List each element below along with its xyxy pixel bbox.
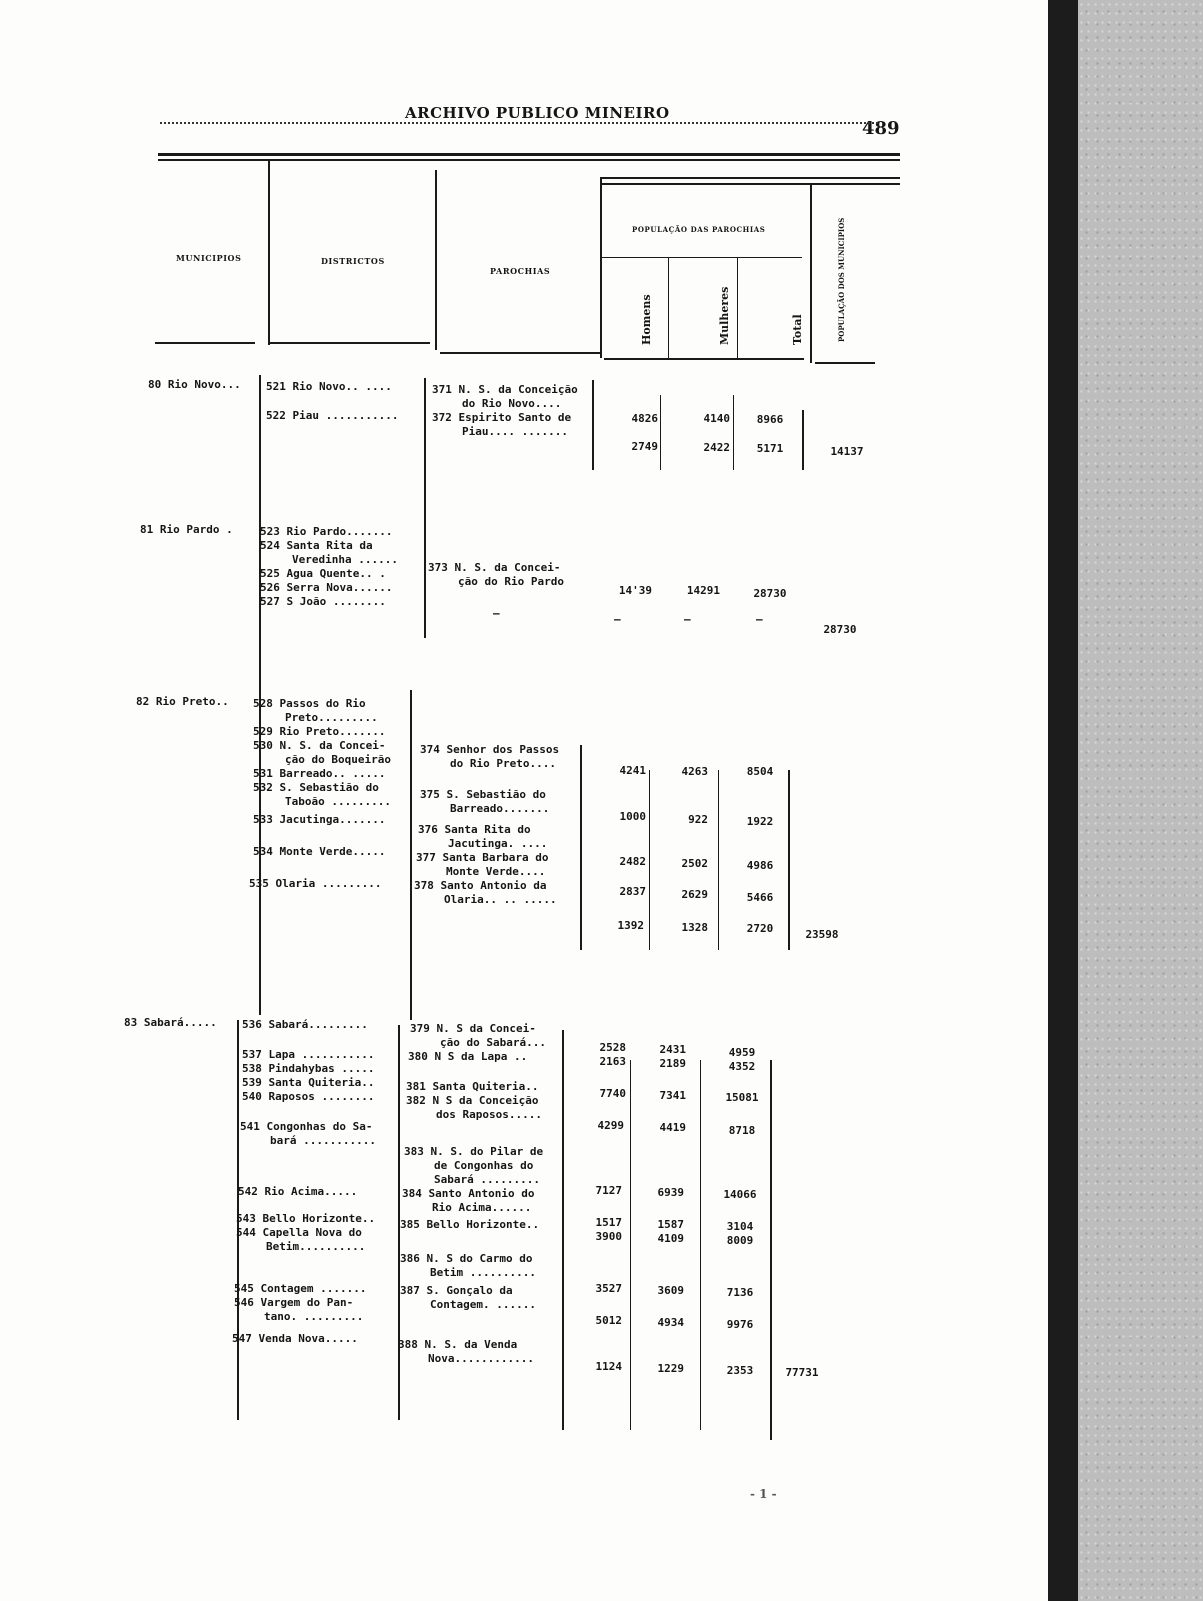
background-texture: [1078, 0, 1203, 1601]
municipio-population: 14137: [830, 445, 864, 458]
col-header-districtos: DISTRICTOS: [321, 256, 385, 266]
col-rule-5-body-a: [733, 395, 734, 470]
col-rule-4-header: [668, 258, 669, 358]
total-value: 4986: [746, 859, 774, 872]
header-underline-parochias: [440, 352, 600, 354]
parish-line: 372 Espirito Santo de: [432, 411, 572, 424]
total-value: 14066: [723, 1188, 757, 1201]
municipio-population: 23598: [805, 928, 839, 941]
homens-value: 4241: [619, 764, 646, 777]
col-rule-6-body-c: [770, 1060, 772, 1440]
mulheres-value: 4419: [659, 1121, 686, 1134]
parish-line: 386 N. S do Carmo do: [400, 1252, 533, 1265]
col-header-parochias: PAROCHIAS: [490, 266, 551, 276]
parish-line: Betim ..........: [430, 1266, 536, 1279]
total-value: 9976: [726, 1318, 754, 1331]
district-line: 540 Raposos ........: [242, 1090, 375, 1103]
homens-value: 14'39: [618, 584, 652, 597]
district-line: 524 Santa Rita da: [260, 539, 373, 552]
mulheres-value: 4109: [657, 1232, 684, 1245]
parish-line: 385 Bello Horizonte..: [400, 1218, 540, 1231]
district-line: 526 Serra Nova......: [260, 581, 393, 594]
col-rule-1-body-a: [259, 375, 261, 1015]
district-line: ção do Boqueirão: [285, 753, 391, 766]
page-header-title: ARCHIVO PUBLICO MINEIRO: [405, 104, 670, 122]
district-line: 545 Contagem .......: [234, 1282, 367, 1295]
total-value: 5171: [756, 442, 784, 455]
district-line: 530 N. S. da Concei-: [253, 739, 386, 752]
district-line: 544 Capella Nova do: [236, 1226, 362, 1239]
mulheres-value: 1229: [657, 1362, 684, 1375]
parish-line: Barreado.......: [450, 802, 550, 815]
parish-line: 375 S. Sebastião do: [420, 788, 546, 801]
mulheres-value: 7341: [659, 1089, 686, 1102]
mulheres-value: 2422: [703, 441, 730, 454]
district-line: Preto.........: [285, 711, 378, 724]
parish-line: 377 Santa Barbara do: [416, 851, 549, 864]
table-top-rule: [158, 153, 900, 156]
total-value: 3104: [726, 1220, 754, 1233]
district-line: 539 Santa Quiteria..: [242, 1076, 375, 1089]
district-line: 536 Sabará.........: [242, 1018, 368, 1031]
col-rule-1-header: [268, 160, 270, 345]
parish-line: Olaria.. .. .....: [444, 893, 557, 906]
district-line: Betim..........: [266, 1240, 366, 1253]
municipio-81-name: 81 Rio Pardo .: [140, 523, 233, 536]
col-header-municipios: MUNICIPIOS: [176, 253, 242, 263]
mulheres-value: 2189: [659, 1057, 686, 1070]
parish-line: Nova............: [428, 1352, 534, 1365]
parish-line: Piau.... .......: [462, 425, 568, 438]
col-rule-4-body-a: [660, 395, 661, 470]
parish-line: Monte Verde....: [446, 865, 546, 878]
homens-value: 7127: [595, 1184, 622, 1197]
district-line: 521 Rio Novo.. ....: [266, 380, 392, 393]
col-rule-3-header: [600, 178, 602, 358]
page-edge: [1048, 0, 1078, 1601]
parish-line: de Congonhas do: [434, 1159, 534, 1172]
total-value: 7136: [726, 1286, 754, 1299]
total-value: 2353: [726, 1364, 754, 1377]
homens-value: 2749: [631, 440, 658, 453]
total-value: 4959: [728, 1046, 756, 1059]
col-rule-6-body-a: [802, 410, 804, 470]
parish-line: 374 Senhor dos Passos: [420, 743, 560, 756]
col-header-mulheres: Mulheres: [718, 286, 731, 345]
district-line: 529 Rio Preto.......: [253, 725, 386, 738]
parish-line: ção do Sabará...: [440, 1036, 546, 1049]
mulheres-value: 2431: [659, 1043, 686, 1056]
district-line: 522 Piau ...........: [266, 409, 399, 422]
parish-line: Contagem. ......: [430, 1298, 536, 1311]
col-rule-5-body-c: [700, 1060, 701, 1430]
district-line: 534 Monte Verde.....: [253, 845, 386, 858]
district-line: 538 Pindahybas .....: [242, 1062, 375, 1075]
parish-line: 378 Santo Antonio da: [414, 879, 547, 892]
parish-line: 388 N. S. da Venda: [398, 1338, 518, 1351]
total-value: 15081: [725, 1091, 759, 1104]
col-rule-2-body-b: [410, 690, 412, 1020]
mulheres-value: 6939: [657, 1186, 684, 1199]
mulheres-value: 4934: [657, 1316, 684, 1329]
mulheres-dash: —: [684, 613, 691, 626]
district-line: 547 Venda Nova.....: [232, 1332, 358, 1345]
mulheres-value: 922: [688, 813, 708, 826]
header-rule: [160, 122, 878, 124]
parish-line: 380 N S da Lapa ..: [408, 1050, 528, 1063]
mulheres-value: 3609: [657, 1284, 684, 1297]
total-dash: —: [756, 613, 763, 626]
homens-value: 1124: [595, 1360, 622, 1373]
district-line: 537 Lapa ...........: [242, 1048, 375, 1061]
parish-line: Rio Acima......: [432, 1201, 532, 1214]
total-value: 8718: [728, 1124, 756, 1137]
parish-line: ção do Rio Pardo: [458, 575, 564, 588]
header-underline-districtos: [270, 342, 430, 344]
col-header-populacao: POPULAÇÃO DAS PAROCHIAS: [632, 225, 766, 234]
district-line: 541 Congonhas do Sa-: [240, 1120, 373, 1133]
col-rule-3-body-a: [592, 380, 594, 470]
table-top-rule-right: [600, 177, 900, 179]
municipio-population: 77731: [785, 1366, 819, 1379]
district-line: tano. .........: [264, 1310, 364, 1323]
parish-line: do Rio Preto....: [450, 757, 556, 770]
total-value: 8504: [746, 765, 774, 778]
col-header-populacao-municipios: POPULAÇÃO DOS MUNICIPIOS: [837, 217, 846, 342]
district-line: 531 Barreado.. .....: [253, 767, 386, 780]
homens-value: 4299: [597, 1119, 624, 1132]
parish-line: dos Raposos.....: [436, 1108, 542, 1121]
homens-value: 1392: [617, 919, 644, 932]
col-rule-2-body-a: [424, 378, 426, 638]
district-line: 532 S. Sebastião do: [253, 781, 379, 794]
parish-line: Sabará .........: [434, 1173, 540, 1186]
col-rule-5-header: [737, 258, 738, 358]
homens-value: 4826: [631, 412, 658, 425]
total-value: 2720: [746, 922, 774, 935]
parish-line: 387 S. Gonçalo da: [400, 1284, 513, 1297]
parish-line: 383 N. S. do Pilar de: [404, 1145, 544, 1158]
parish-line: 371 N. S. da Conceição: [432, 383, 578, 396]
parish-line: 379 N. S da Concei-: [410, 1022, 536, 1035]
footer-mark: - 1 -: [750, 1487, 777, 1501]
parish-line: 381 Santa Quiteria..: [406, 1080, 539, 1093]
district-line: bará ...........: [270, 1134, 376, 1147]
municipio-population: 28730: [823, 623, 857, 636]
district-line: 528 Passos do Rio: [253, 697, 366, 710]
mulheres-value: 4263: [681, 765, 708, 778]
table-top-rule-right-2: [600, 183, 900, 185]
homens-value: 3527: [595, 1282, 622, 1295]
parish-line: 376 Santa Rita do: [418, 823, 531, 836]
homens-value: 2163: [599, 1055, 626, 1068]
district-line: 525 Agua Quente.. .: [260, 567, 386, 580]
header-underline-popmun: [815, 362, 875, 364]
parish-line: 382 N S da Conceição: [406, 1094, 539, 1107]
homens-value: 3900: [595, 1230, 622, 1243]
col-rule-3-body-c: [562, 1030, 564, 1430]
parish-dash: —: [493, 607, 500, 620]
total-value: 8009: [726, 1234, 754, 1247]
parish-line: do Rio Novo....: [462, 397, 562, 410]
homens-value: 5012: [595, 1314, 622, 1327]
homens-value: 7740: [599, 1087, 626, 1100]
parish-line: 384 Santo Antonio do: [402, 1187, 535, 1200]
municipio-82-name: 82 Rio Preto..: [136, 695, 229, 708]
header-underline-counts: [604, 358, 804, 360]
homens-dash: —: [614, 613, 621, 626]
municipio-80-name: 80 Rio Novo...: [148, 378, 241, 391]
parish-line: Jacutinga. ....: [448, 837, 548, 850]
total-value: 8966: [756, 413, 784, 426]
total-value: 1922: [746, 815, 774, 828]
col-header-total: Total: [791, 314, 804, 345]
district-line: 546 Vargem do Pan-: [234, 1296, 354, 1309]
district-line: 523 Rio Pardo.......: [260, 525, 393, 538]
district-line: Veredinha ......: [292, 553, 398, 566]
col-rule-4-body-b: [649, 770, 650, 950]
mulheres-value: 1328: [681, 921, 708, 934]
district-line: 535 Olaria .........: [249, 877, 382, 890]
col-rule-2-header: [435, 170, 437, 350]
col-rule-3-body-b: [580, 745, 582, 950]
district-line: 533 Jacutinga.......: [253, 813, 386, 826]
homens-value: 2528: [599, 1041, 626, 1054]
col-header-homens: Homens: [640, 294, 653, 345]
total-value: 5466: [746, 891, 774, 904]
mulheres-value: 2502: [681, 857, 708, 870]
total-value: 4352: [728, 1060, 756, 1073]
homens-value: 1517: [595, 1216, 622, 1229]
page-number: 489: [862, 118, 900, 139]
mulheres-value: 1587: [657, 1218, 684, 1231]
header-underline-municipios: [155, 342, 255, 344]
homens-value: 1000: [619, 810, 646, 823]
mulheres-value: 14291: [686, 584, 720, 597]
homens-value: 2837: [619, 885, 646, 898]
header-underline-populacao: [602, 257, 802, 258]
homens-value: 2482: [619, 855, 646, 868]
district-line: Taboão .........: [285, 795, 391, 808]
total-value: 28730: [753, 587, 787, 600]
parish-line: 373 N. S. da Concei-: [428, 561, 561, 574]
district-line: 527 S João ........: [260, 595, 386, 608]
district-line: 542 Rio Acima.....: [238, 1185, 358, 1198]
mulheres-value: 4140: [703, 412, 730, 425]
mulheres-value: 2629: [681, 888, 708, 901]
district-line: 543 Bello Horizonte..: [236, 1212, 376, 1225]
col-rule-6-header: [810, 183, 812, 363]
municipio-83-name: 83 Sabará.....: [124, 1016, 217, 1029]
col-rule-5-body-b: [718, 770, 719, 950]
